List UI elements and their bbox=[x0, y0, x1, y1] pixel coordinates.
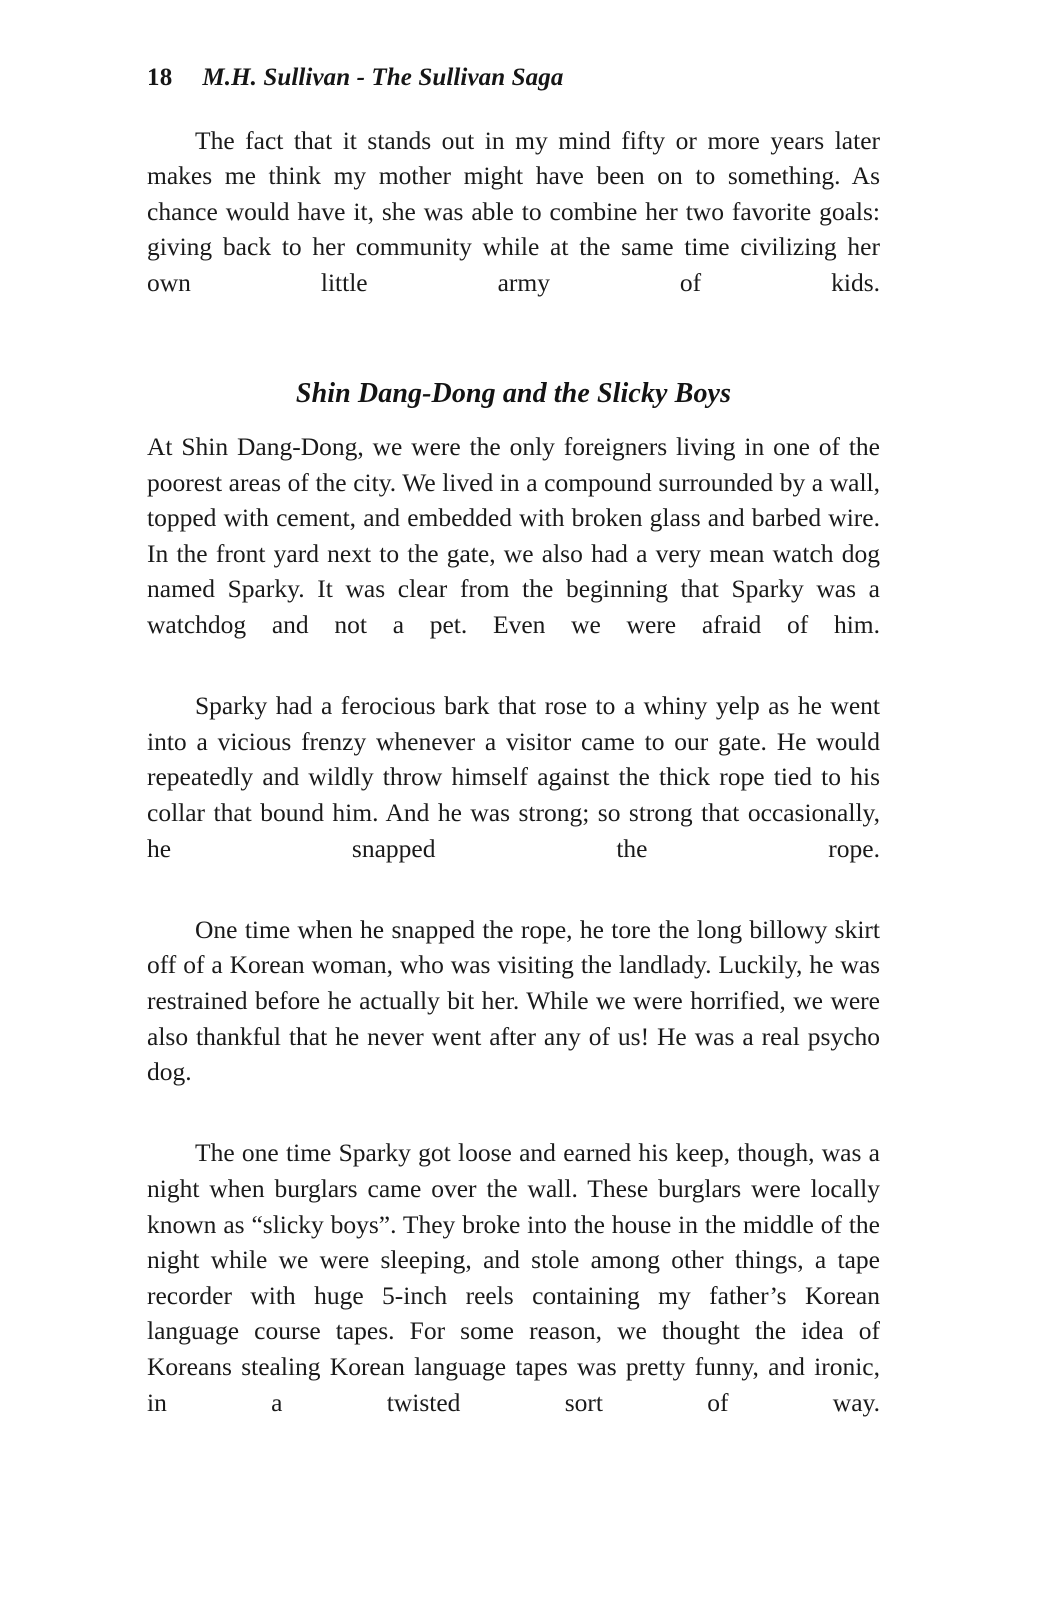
section-heading: Shin Dang-Dong and the Slicky Boys bbox=[295, 378, 732, 410]
body-text bbox=[147, 123, 880, 1456]
text-column bbox=[147, 0, 880, 1456]
paragraph-4: The one time Sparky got loose and earned his keep, though, was a night when burglars came over the wall. These burglars were locally known as “slicky boys”. They broke into the house in the middle of the night while we were sleeping, and stole among other things, a tape recorder with huge 5-inch reels containing my father’s Korean language course tapes. For some reason, we thought the idea of Koreans stealing Korean language tapes was pretty funny, and ironic, in a twisted sort of way. bbox=[147, 1138, 880, 1417]
paragraph-opening: The fact that it stands out in my mind fifty or more years later makes me think my mother might have been on to something. As chance would have it, she was able to combine her two favorite goals: giving back to her community while at the same time civilizing her own little army of kids. bbox=[147, 125, 880, 297]
book-title: M.H. Sullivan - The Sullivan Saga bbox=[202, 64, 564, 91]
running-head bbox=[147, 0, 880, 92]
page-number: 18 bbox=[147, 64, 173, 91]
paragraph-2: Sparky had a ferocious bark that rose to a whiny yelp as he went into a vicious frenzy whenever a visitor came to our gate. He would repeatedly and wildly throw himself against the thick rope tied to his collar that bound him. And he was strong; so strong that occasionally, he snapped the rope. bbox=[147, 691, 880, 863]
paragraph-1: At Shin Dang-Dong, we were the only foreigners living in one of the poorest areas of the city. We lived in a compound surrounded by a wall, topped with cement, and embedded with broken glass and barbed wire. In the front yard next to the gate, we also had a very mean watch dog named Sparky. It was clear from the beginning that Sparky was a watchdog and not a pet. Even we were afraid of him. bbox=[147, 432, 880, 640]
paragraph-3: One time when he snapped the rope, he tore the long billowy skirt off of a Korean woman, who was visiting the landlady. Luckily, he was restrained before he actually bit her. While we were horrified, we were also thankful that he never went after any of us! He was a real psycho dog. bbox=[147, 914, 880, 1087]
